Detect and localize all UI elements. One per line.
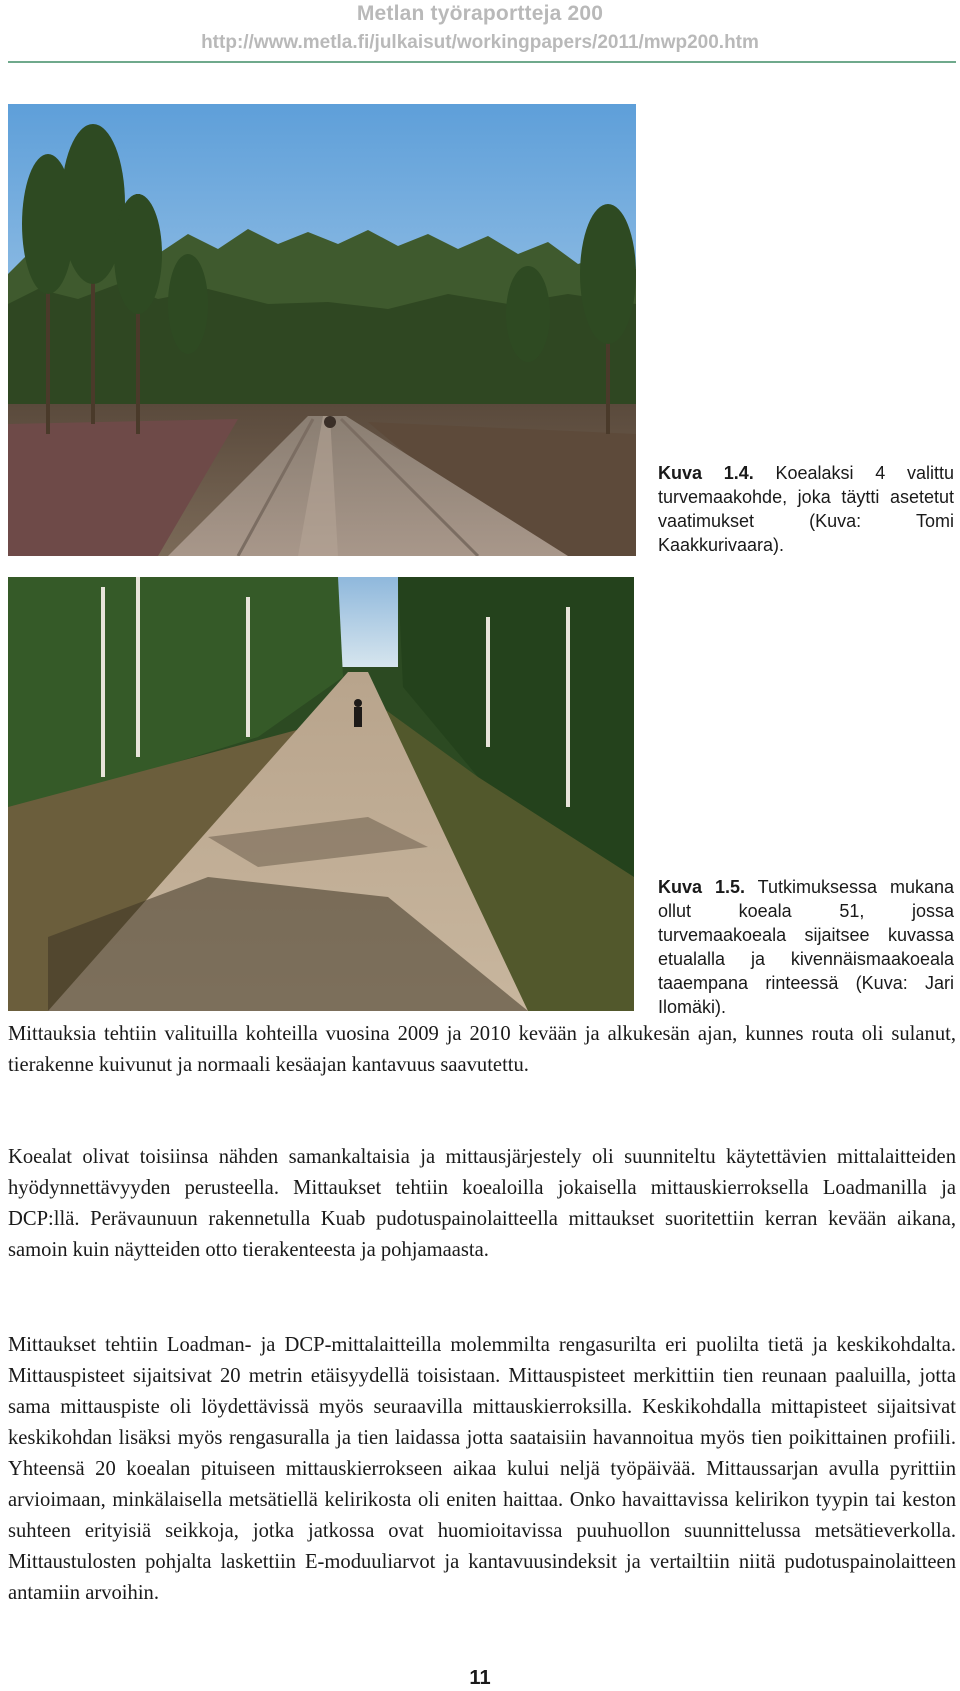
figure-1-5-photo xyxy=(8,577,634,1011)
figure-1-4-caption xyxy=(658,461,954,557)
header-divider xyxy=(8,61,956,63)
forest-road-photo-1 xyxy=(8,104,636,556)
figure-1-4-text: Koealaksi 4 valittu turvemaakohde, joka täytti asetetut vaatimukset (Kuva: Tomi Kaakkurivaara). xyxy=(658,463,954,555)
figure-1-5-caption xyxy=(658,875,954,1019)
figure-1-4-photo xyxy=(8,104,636,556)
forest-road-photo-2 xyxy=(8,577,634,1011)
series-title: Metlan työraportteja 200 xyxy=(356,2,604,25)
figure-1-5-text: Tutkimuksessa mukana ollut koeala 51, jossa turvemaakoeala sijaitsee kuvassa etualalla ja kivennäismaakoeala taaempana rinteessä (Kuva: Jari Ilomäki). xyxy=(658,877,954,1017)
figure-1-5-label: Kuva 1.5. xyxy=(658,877,745,897)
figure-1-4-label: Kuva 1.4. xyxy=(658,463,754,483)
series-url: http://www.metla.fi/julkaisut/workingpapers/2011/mwp200.htm xyxy=(201,32,759,53)
body-paragraph-3: Mittaukset tehtiin Loadman- ja DCP-mittalaitteilla molemmilta rengasurilta eri puolilta tietä ja keskikohdalta. Mittauspisteet sijaitsivat 20 metrin etäisyydellä toisistaan. Mittauspisteet merkittiin tien reunaan paaluilla, jotta sama mittauspiste oli löydettävissä myös seuraavilla mittauskierroksilla. Keskikohdalla mittapisteet sijaitsivat keskikohdan lisäksi myös rengasuralla ja tien laidassa jotta saataisiin havannoitua myös tien poikittainen profiili. Yhteensä 20 koealan pituiseen mittauskierrokseen aikaa kului neljä työpäivää. Mittaussarjan avulla pyrittiin arvioimaan, minkälaisella metsätiellä kelirikosta oli eniten haittaa. Onko havaittavissa kelirikon tyypin tai keston suhteen erityisiä seikkoja, jotka jatkossa ovat huomioitavissa puuhuollon suunnittelussa metsätieverkolla. Mittaustulosten pohjalta laskettiin E-moduuliarvot ja kantavuusindeksit ja vertailtiin niitä pudotuspainolaitteen antamiin arvoihin. xyxy=(8,1334,956,1604)
page-number: 11 xyxy=(469,1667,491,1689)
body-paragraph-2: Koealat olivat toisiinsa nähden samankaltaisia ja mittausjärjestely oli suunniteltu käytettävien mittalaitteiden hyödynnettävyyden perusteella. Mittaukset tehtiin koealoilla jokaisella mittauskierroksella Loadmanilla ja DCP:llä. Perävaunuun rakennetulla Kuab pudotuspainolaitteella mittaukset suoritettiin kerran kevään aikana, samoin kuin näytteiden otto tierakenteesta ja pohjamaasta. xyxy=(8,1146,956,1261)
body-paragraph-1: Mittauksia tehtiin valituilla kohteilla vuosina 2009 ja 2010 kevään ja alkukesän ajan, kunnes routa oli sulanut, tierakenne kuivunut ja normaali kesäajan kantavuus saavutettu. xyxy=(8,1023,956,1076)
